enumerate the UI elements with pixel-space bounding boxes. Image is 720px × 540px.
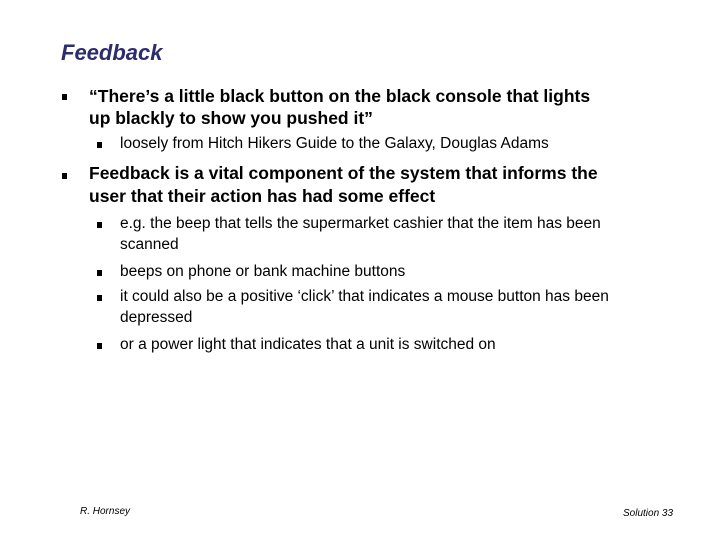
bullet-2-sub-3-line-1: it could also be a positive ‘click’ that indicates a mouse button has been [120, 288, 609, 305]
bullet-2-sub-3-line-2: depressed [120, 309, 193, 326]
bullet-square-icon [62, 94, 67, 100]
bullet-1-line-2: up blackly to show you pushed it” [89, 108, 373, 128]
bullet-2-line-1: Feedback is a vital component of the system that informs the [89, 163, 598, 183]
bullet-2-sub-2-line-1: beeps on phone or bank machine buttons [120, 263, 406, 280]
slide-title: Feedback [61, 40, 163, 65]
bullet-square-icon [97, 222, 102, 228]
footer-page-number: Solution 33 [623, 508, 674, 519]
bullet-2-sub-1-line-2: scanned [120, 236, 179, 253]
bullet-2-line-2: user that their action has had some effect [89, 186, 436, 206]
bullet-square-icon [62, 173, 67, 179]
bullet-2-sub-1-line-1: e.g. the beep that tells the supermarket cashier that the item has been [120, 215, 601, 232]
bullet-square-icon [97, 142, 102, 148]
bullet-square-icon [97, 270, 102, 276]
bullet-2-sub-4-line-1: or a power light that indicates that a unit is switched on [120, 336, 496, 353]
bullet-square-icon [97, 295, 102, 301]
bullet-1-line-1: “There’s a little black button on the black console that lights [89, 86, 591, 106]
bullet-1-sub-1-line-1: loosely from Hitch Hikers Guide to the Galaxy, Douglas Adams [120, 135, 549, 152]
bullet-square-icon [97, 343, 102, 349]
footer-author: R. Hornsey [80, 506, 131, 517]
